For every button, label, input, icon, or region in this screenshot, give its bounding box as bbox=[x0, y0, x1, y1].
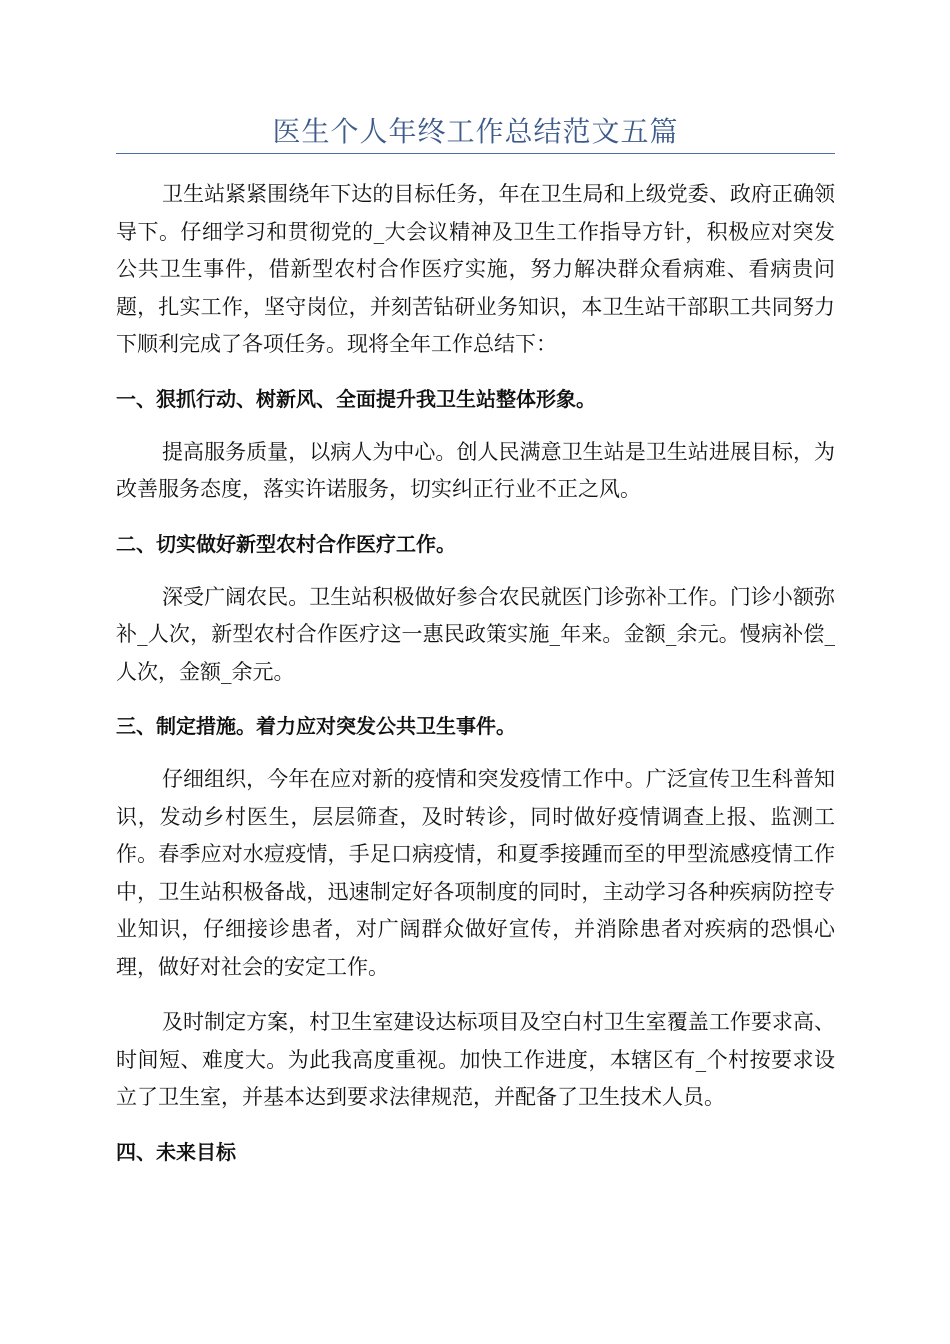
title-underline bbox=[116, 153, 835, 154]
section-paragraph: 提高服务质量，以病人为中心。创人民满意卫生站是卫生站进展目标，为改善服务态度，落实许诺服务，切实纠正行业不正之风。 bbox=[116, 439, 835, 501]
intro-paragraph: 卫生站紧紧围绕年下达的目标任务，年在卫生局和上级党委、政府正确领导下。仔细学习和贯彻党的_大会议精神及卫生工作指导方针，积极应对突发公共卫生事件，借新型农村合作医疗实施，努力解决群众看病难、看病贵问题，扎实工作，坚守岗位，并刻苦钻研业务知识，本卫生站干部职工共同努力下顺利完成了各项任务。现将全年工作总结下： bbox=[116, 182, 835, 356]
document-body bbox=[116, 176, 835, 1187]
section-heading: 二、切实做好新型农村合作医疗工作。 bbox=[116, 531, 456, 556]
section-heading: 三、制定措施。着力应对突发公共卫生事件。 bbox=[116, 714, 516, 738]
section-paragraph: 深受广阔农民。卫生站积极做好参合农民就医门诊弥补工作。门诊小额弥补_人次，新型农村合作医疗这一惠民政策实施_年来。金额_余元。慢病补偿_人次，金额_余元。 bbox=[116, 584, 835, 684]
section-paragraph: 仔细组织，今年在应对新的疫情和突发疫情工作中。广泛宣传卫生科普知识，发动乡村医生，层层筛查，及时转诊，同时做好疫情调查上报、监测工作。春季应对水痘疫情，手足口病疫情，和夏季接踵而至的甲型流感疫情工作中，卫生站积极备战，迅速制定好各项制度的同时，主动学习各种疾病防控专业知识，仔细接诊患者，对广阔群众做好宣传，并消除患者对疾病的恐惧心理，做好对社会的安定工作。 bbox=[116, 767, 835, 979]
document-title: 医生个人年终工作总结范文五篇 bbox=[272, 115, 679, 148]
section-heading: 一、狠抓行动、树新风、全面提升我卫生站整体形象。 bbox=[116, 386, 596, 411]
section-paragraph: 及时制定方案，村卫生室建设达标项目及空白村卫生室覆盖工作要求高、时间短、难度大。为此我高度重视。加快工作进度，本辖区有_个村按要求设立了卫生室，并基本达到要求法律规范，并配备了卫生技术人员。 bbox=[116, 1010, 835, 1109]
section-heading: 四、未来目标 bbox=[116, 1139, 236, 1164]
